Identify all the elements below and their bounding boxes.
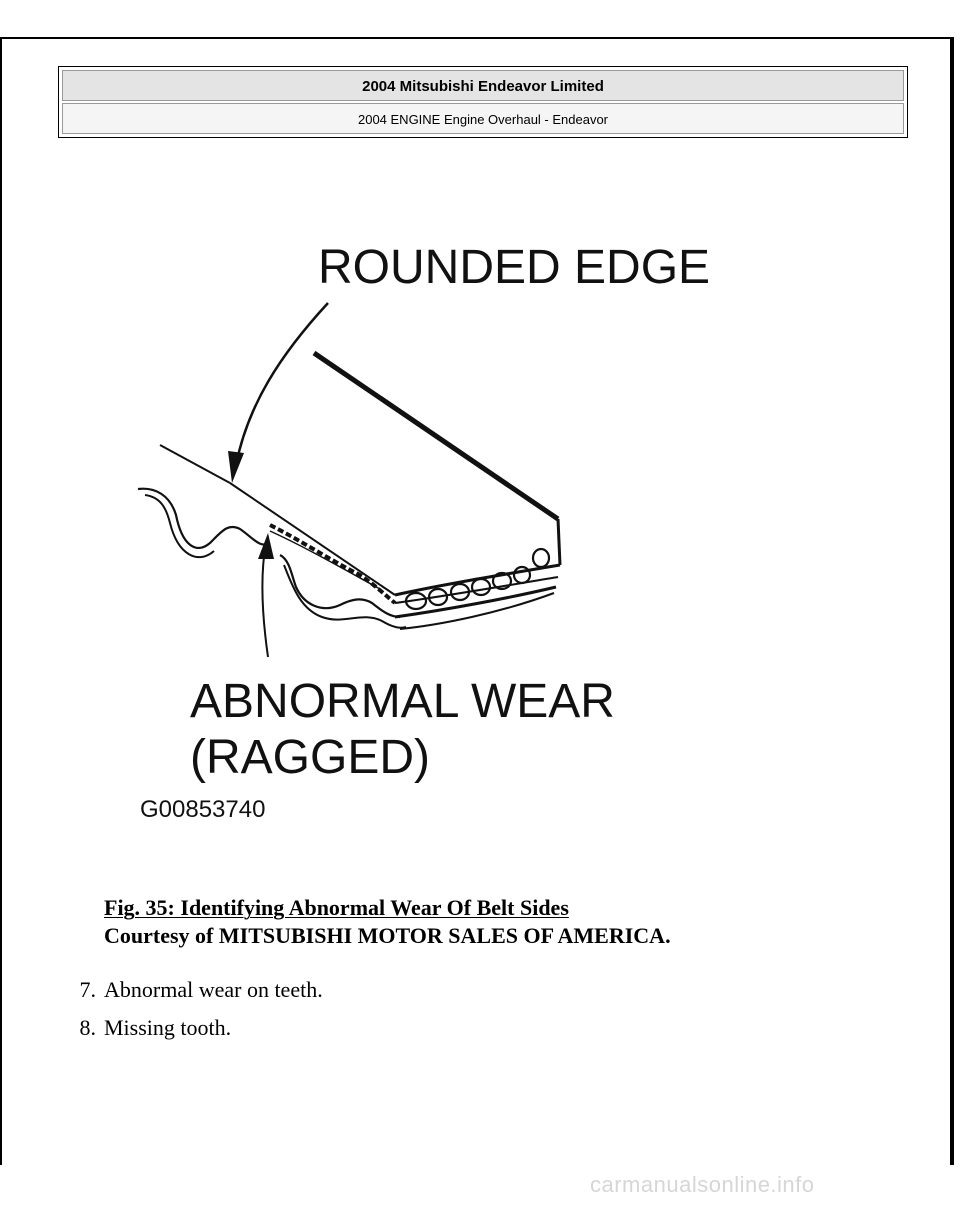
figure-caption [104,894,671,950]
label-ragged: (RAGGED) [190,731,430,784]
step-list [58,976,323,1052]
caption-title: Fig. 35: Identifying Abnormal Wear Of Belt Sides [104,895,569,920]
caption-courtesy: Courtesy of MITSUBISHI MOTOR SALES OF AMERICA. [104,923,671,948]
figure-code: G00853740 [140,796,266,823]
step-number: 8. [79,1015,96,1040]
header-title: 2004 Mitsubishi Endeavor Limited [62,70,904,101]
step-text: Abnormal wear on teeth. [104,977,323,1002]
step-text: Missing tooth. [104,1015,232,1040]
list-item [58,976,323,1004]
watermark: carmanualsonline.info [590,1172,815,1197]
label-rounded-edge: ROUNDED EDGE [318,241,711,294]
belt-illustration-icon [100,225,760,835]
step-number: 7. [79,977,96,1002]
header-subtitle: 2004 ENGINE Engine Overhaul - Endeavor [62,103,904,134]
list-item [58,1014,323,1042]
document-header [58,66,908,138]
belt-wear-figure [100,225,760,835]
label-abnormal-wear: ABNORMAL WEAR [190,675,615,728]
